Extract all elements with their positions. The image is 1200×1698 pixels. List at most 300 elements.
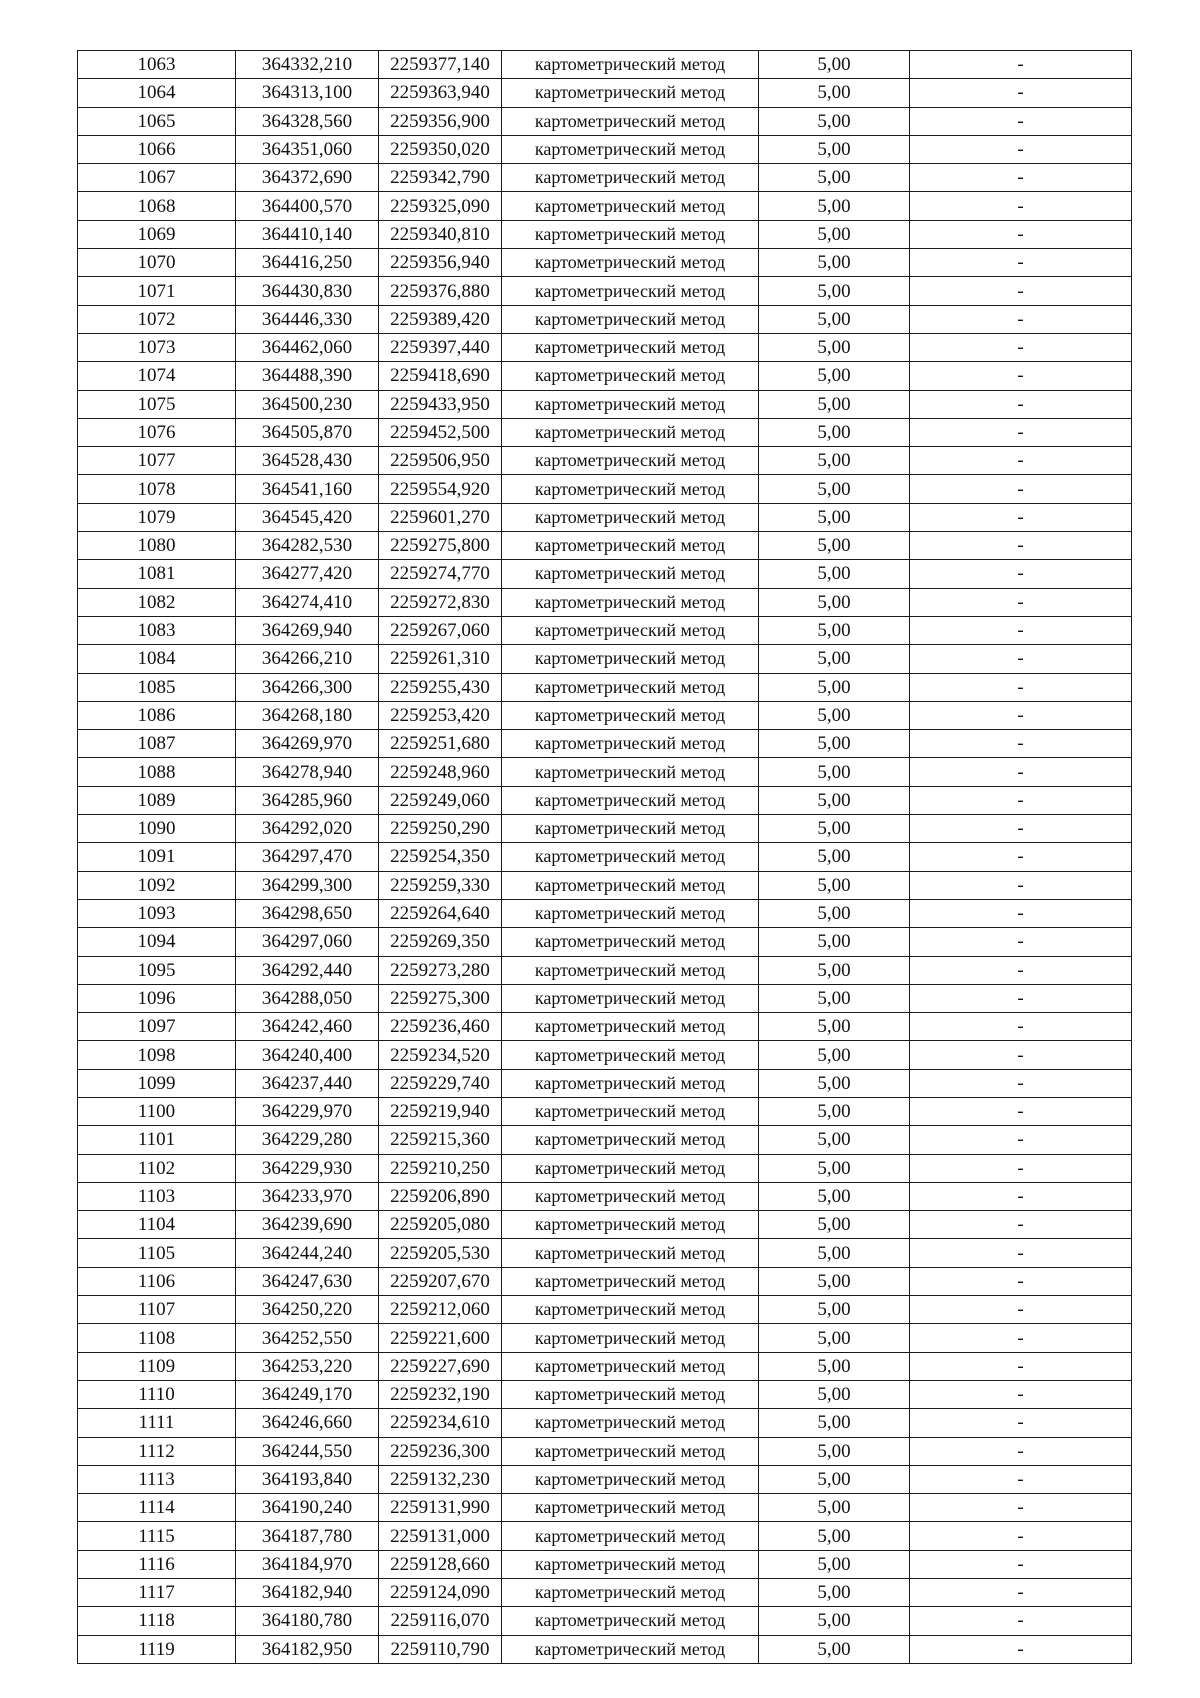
description-cell: - — [910, 1041, 1132, 1069]
description-cell: - — [910, 475, 1132, 503]
accuracy-cell: 5,00 — [759, 79, 910, 107]
point-number-cell: 1104 — [78, 1211, 236, 1239]
table-row — [78, 79, 1132, 107]
point-number-cell: 1112 — [78, 1437, 236, 1465]
method-cell: картометрический метод — [502, 1494, 759, 1522]
point-number-cell: 1098 — [78, 1041, 236, 1069]
y-coordinate-cell: 2259254,350 — [379, 843, 502, 871]
description-cell: - — [910, 786, 1132, 814]
x-coordinate-cell: 364184,970 — [236, 1550, 379, 1578]
method-cell: картометрический метод — [502, 503, 759, 531]
point-number-cell: 1088 — [78, 758, 236, 786]
table-row — [78, 1607, 1132, 1635]
point-number-cell: 1109 — [78, 1352, 236, 1380]
y-coordinate-cell: 2259275,800 — [379, 532, 502, 560]
y-coordinate-cell: 2259397,440 — [379, 333, 502, 361]
y-coordinate-cell: 2259253,420 — [379, 701, 502, 729]
table-row — [78, 1494, 1132, 1522]
accuracy-cell: 5,00 — [759, 51, 910, 79]
table-row — [78, 164, 1132, 192]
y-coordinate-cell: 2259251,680 — [379, 730, 502, 758]
description-cell: - — [910, 1097, 1132, 1125]
table-row — [78, 418, 1132, 446]
method-cell: картометрический метод — [502, 1267, 759, 1295]
table-row — [78, 1437, 1132, 1465]
y-coordinate-cell: 2259248,960 — [379, 758, 502, 786]
description-cell: - — [910, 1126, 1132, 1154]
point-number-cell: 1072 — [78, 305, 236, 333]
x-coordinate-cell: 364292,440 — [236, 956, 379, 984]
method-cell: картометрический метод — [502, 871, 759, 899]
description-cell: - — [910, 815, 1132, 843]
table-row — [78, 362, 1132, 390]
description-cell: - — [910, 984, 1132, 1012]
y-coordinate-cell: 2259227,690 — [379, 1352, 502, 1380]
table-row — [78, 815, 1132, 843]
point-number-cell: 1076 — [78, 418, 236, 446]
accuracy-cell: 5,00 — [759, 758, 910, 786]
method-cell: картометрический метод — [502, 1126, 759, 1154]
y-coordinate-cell: 2259554,920 — [379, 475, 502, 503]
x-coordinate-cell: 364277,420 — [236, 560, 379, 588]
description-cell: - — [910, 135, 1132, 163]
y-coordinate-cell: 2259250,290 — [379, 815, 502, 843]
x-coordinate-cell: 364242,460 — [236, 1013, 379, 1041]
description-cell: - — [910, 1437, 1132, 1465]
y-coordinate-cell: 2259264,640 — [379, 899, 502, 927]
point-number-cell: 1083 — [78, 616, 236, 644]
accuracy-cell: 5,00 — [759, 1324, 910, 1352]
table-row — [78, 1041, 1132, 1069]
accuracy-cell: 5,00 — [759, 164, 910, 192]
y-coordinate-cell: 2259206,890 — [379, 1182, 502, 1210]
method-cell: картометрический метод — [502, 532, 759, 560]
y-coordinate-cell: 2259259,330 — [379, 871, 502, 899]
y-coordinate-cell: 2259255,430 — [379, 673, 502, 701]
method-cell: картометрический метод — [502, 220, 759, 248]
method-cell: картометрический метод — [502, 192, 759, 220]
point-number-cell: 1118 — [78, 1607, 236, 1635]
method-cell: картометрический метод — [502, 1324, 759, 1352]
table-row — [78, 928, 1132, 956]
point-number-cell: 1113 — [78, 1465, 236, 1493]
accuracy-cell: 5,00 — [759, 560, 910, 588]
description-cell: - — [910, 956, 1132, 984]
accuracy-cell: 5,00 — [759, 616, 910, 644]
accuracy-cell: 5,00 — [759, 1182, 910, 1210]
x-coordinate-cell: 364545,420 — [236, 503, 379, 531]
accuracy-cell: 5,00 — [759, 1069, 910, 1097]
description-cell: - — [910, 107, 1132, 135]
y-coordinate-cell: 2259221,600 — [379, 1324, 502, 1352]
method-cell: картометрический метод — [502, 305, 759, 333]
method-cell: картометрический метод — [502, 1154, 759, 1182]
method-cell: картометрический метод — [502, 673, 759, 701]
method-cell: картометрический метод — [502, 1069, 759, 1097]
point-number-cell: 1117 — [78, 1579, 236, 1607]
accuracy-cell: 5,00 — [759, 362, 910, 390]
description-cell: - — [910, 588, 1132, 616]
accuracy-cell: 5,00 — [759, 249, 910, 277]
x-coordinate-cell: 364237,440 — [236, 1069, 379, 1097]
point-number-cell: 1097 — [78, 1013, 236, 1041]
description-cell: - — [910, 560, 1132, 588]
accuracy-cell: 5,00 — [759, 390, 910, 418]
description-cell: - — [910, 1409, 1132, 1437]
table-row — [78, 645, 1132, 673]
table-row — [78, 560, 1132, 588]
point-number-cell: 1063 — [78, 51, 236, 79]
method-cell: картометрический метод — [502, 843, 759, 871]
table-row — [78, 475, 1132, 503]
table-row — [78, 1239, 1132, 1267]
point-number-cell: 1084 — [78, 645, 236, 673]
method-cell: картометрический метод — [502, 899, 759, 927]
y-coordinate-cell: 2259229,740 — [379, 1069, 502, 1097]
point-number-cell: 1082 — [78, 588, 236, 616]
method-cell: картометрический метод — [502, 390, 759, 418]
x-coordinate-cell: 364244,550 — [236, 1437, 379, 1465]
method-cell: картометрический метод — [502, 1550, 759, 1578]
y-coordinate-cell: 2259232,190 — [379, 1380, 502, 1408]
accuracy-cell: 5,00 — [759, 1607, 910, 1635]
x-coordinate-cell: 364351,060 — [236, 135, 379, 163]
point-number-cell: 1111 — [78, 1409, 236, 1437]
description-cell: - — [910, 1069, 1132, 1097]
point-number-cell: 1069 — [78, 220, 236, 248]
description-cell: - — [910, 1550, 1132, 1578]
coordinates-table — [77, 50, 1132, 1664]
accuracy-cell: 5,00 — [759, 899, 910, 927]
x-coordinate-cell: 364500,230 — [236, 390, 379, 418]
accuracy-cell: 5,00 — [759, 1409, 910, 1437]
accuracy-cell: 5,00 — [759, 1635, 910, 1663]
accuracy-cell: 5,00 — [759, 1296, 910, 1324]
y-coordinate-cell: 2259236,460 — [379, 1013, 502, 1041]
y-coordinate-cell: 2259234,520 — [379, 1041, 502, 1069]
description-cell: - — [910, 616, 1132, 644]
point-number-cell: 1070 — [78, 249, 236, 277]
point-number-cell: 1077 — [78, 447, 236, 475]
x-coordinate-cell: 364233,970 — [236, 1182, 379, 1210]
table-row — [78, 984, 1132, 1012]
point-number-cell: 1066 — [78, 135, 236, 163]
accuracy-cell: 5,00 — [759, 447, 910, 475]
description-cell: - — [910, 1352, 1132, 1380]
method-cell: картометрический метод — [502, 447, 759, 475]
y-coordinate-cell: 2259601,270 — [379, 503, 502, 531]
point-number-cell: 1075 — [78, 390, 236, 418]
accuracy-cell: 5,00 — [759, 956, 910, 984]
method-cell: картометрический метод — [502, 1182, 759, 1210]
method-cell: картометрический метод — [502, 51, 759, 79]
point-number-cell: 1073 — [78, 333, 236, 361]
point-number-cell: 1064 — [78, 79, 236, 107]
description-cell: - — [910, 1239, 1132, 1267]
x-coordinate-cell: 364372,690 — [236, 164, 379, 192]
x-coordinate-cell: 364182,940 — [236, 1579, 379, 1607]
x-coordinate-cell: 364239,690 — [236, 1211, 379, 1239]
accuracy-cell: 5,00 — [759, 135, 910, 163]
method-cell: картометрический метод — [502, 1380, 759, 1408]
description-cell: - — [910, 362, 1132, 390]
x-coordinate-cell: 364269,940 — [236, 616, 379, 644]
accuracy-cell: 5,00 — [759, 1239, 910, 1267]
accuracy-cell: 5,00 — [759, 277, 910, 305]
x-coordinate-cell: 364282,530 — [236, 532, 379, 560]
description-cell: - — [910, 277, 1132, 305]
description-cell: - — [910, 1296, 1132, 1324]
method-cell: картометрический метод — [502, 984, 759, 1012]
accuracy-cell: 5,00 — [759, 192, 910, 220]
method-cell: картометрический метод — [502, 645, 759, 673]
accuracy-cell: 5,00 — [759, 532, 910, 560]
description-cell: - — [910, 164, 1132, 192]
table-row — [78, 333, 1132, 361]
point-number-cell: 1108 — [78, 1324, 236, 1352]
y-coordinate-cell: 2259376,880 — [379, 277, 502, 305]
table-row — [78, 1465, 1132, 1493]
method-cell: картометрический метод — [502, 1013, 759, 1041]
description-cell: - — [910, 249, 1132, 277]
x-coordinate-cell: 364253,220 — [236, 1352, 379, 1380]
x-coordinate-cell: 364528,430 — [236, 447, 379, 475]
x-coordinate-cell: 364246,660 — [236, 1409, 379, 1437]
table-row — [78, 1522, 1132, 1550]
x-coordinate-cell: 364266,300 — [236, 673, 379, 701]
accuracy-cell: 5,00 — [759, 843, 910, 871]
method-cell: картометрический метод — [502, 616, 759, 644]
y-coordinate-cell: 2259132,230 — [379, 1465, 502, 1493]
accuracy-cell: 5,00 — [759, 928, 910, 956]
description-cell: - — [910, 1013, 1132, 1041]
x-coordinate-cell: 364180,780 — [236, 1607, 379, 1635]
table-row — [78, 305, 1132, 333]
description-cell: - — [910, 220, 1132, 248]
y-coordinate-cell: 2259215,360 — [379, 1126, 502, 1154]
x-coordinate-cell: 364268,180 — [236, 701, 379, 729]
x-coordinate-cell: 364250,220 — [236, 1296, 379, 1324]
point-number-cell: 1086 — [78, 701, 236, 729]
coordinates-table-body — [78, 51, 1132, 1664]
point-number-cell: 1110 — [78, 1380, 236, 1408]
accuracy-cell: 5,00 — [759, 1522, 910, 1550]
method-cell: картометрический метод — [502, 1607, 759, 1635]
point-number-cell: 1090 — [78, 815, 236, 843]
point-number-cell: 1099 — [78, 1069, 236, 1097]
accuracy-cell: 5,00 — [759, 503, 910, 531]
table-row — [78, 956, 1132, 984]
method-cell: картометрический метод — [502, 730, 759, 758]
description-cell: - — [910, 1154, 1132, 1182]
x-coordinate-cell: 364541,160 — [236, 475, 379, 503]
description-cell: - — [910, 390, 1132, 418]
point-number-cell: 1101 — [78, 1126, 236, 1154]
method-cell: картометрический метод — [502, 758, 759, 786]
table-row — [78, 673, 1132, 701]
description-cell: - — [910, 418, 1132, 446]
description-cell: - — [910, 51, 1132, 79]
x-coordinate-cell: 364193,840 — [236, 1465, 379, 1493]
x-coordinate-cell: 364288,050 — [236, 984, 379, 1012]
y-coordinate-cell: 2259207,670 — [379, 1267, 502, 1295]
x-coordinate-cell: 364247,630 — [236, 1267, 379, 1295]
x-coordinate-cell: 364187,780 — [236, 1522, 379, 1550]
table-row — [78, 390, 1132, 418]
description-cell: - — [910, 79, 1132, 107]
y-coordinate-cell: 2259273,280 — [379, 956, 502, 984]
x-coordinate-cell: 364252,550 — [236, 1324, 379, 1352]
point-number-cell: 1102 — [78, 1154, 236, 1182]
point-number-cell: 1089 — [78, 786, 236, 814]
method-cell: картометрический метод — [502, 475, 759, 503]
x-coordinate-cell: 364488,390 — [236, 362, 379, 390]
accuracy-cell: 5,00 — [759, 786, 910, 814]
description-cell: - — [910, 333, 1132, 361]
accuracy-cell: 5,00 — [759, 1097, 910, 1125]
table-row — [78, 1550, 1132, 1578]
y-coordinate-cell: 2259350,020 — [379, 135, 502, 163]
point-number-cell: 1103 — [78, 1182, 236, 1210]
table-row — [78, 1097, 1132, 1125]
y-coordinate-cell: 2259131,000 — [379, 1522, 502, 1550]
y-coordinate-cell: 2259269,350 — [379, 928, 502, 956]
x-coordinate-cell: 364278,940 — [236, 758, 379, 786]
description-cell: - — [910, 899, 1132, 927]
description-cell: - — [910, 503, 1132, 531]
accuracy-cell: 5,00 — [759, 1267, 910, 1295]
y-coordinate-cell: 2259110,790 — [379, 1635, 502, 1663]
table-row — [78, 1211, 1132, 1239]
method-cell: картометрический метод — [502, 1465, 759, 1493]
point-number-cell: 1071 — [78, 277, 236, 305]
y-coordinate-cell: 2259205,530 — [379, 1239, 502, 1267]
accuracy-cell: 5,00 — [759, 1437, 910, 1465]
x-coordinate-cell: 364430,830 — [236, 277, 379, 305]
accuracy-cell: 5,00 — [759, 333, 910, 361]
table-row — [78, 701, 1132, 729]
table-row — [78, 1069, 1132, 1097]
y-coordinate-cell: 2259261,310 — [379, 645, 502, 673]
x-coordinate-cell: 364249,170 — [236, 1380, 379, 1408]
method-cell: картометрический метод — [502, 1579, 759, 1607]
point-number-cell: 1067 — [78, 164, 236, 192]
point-number-cell: 1105 — [78, 1239, 236, 1267]
point-number-cell: 1093 — [78, 899, 236, 927]
method-cell: картометрический метод — [502, 277, 759, 305]
y-coordinate-cell: 2259342,790 — [379, 164, 502, 192]
y-coordinate-cell: 2259234,610 — [379, 1409, 502, 1437]
point-number-cell: 1065 — [78, 107, 236, 135]
x-coordinate-cell: 364297,060 — [236, 928, 379, 956]
accuracy-cell: 5,00 — [759, 984, 910, 1012]
accuracy-cell: 5,00 — [759, 1465, 910, 1493]
method-cell: картометрический метод — [502, 1041, 759, 1069]
description-cell: - — [910, 701, 1132, 729]
point-number-cell: 1100 — [78, 1097, 236, 1125]
table-row — [78, 447, 1132, 475]
accuracy-cell: 5,00 — [759, 1126, 910, 1154]
y-coordinate-cell: 2259506,950 — [379, 447, 502, 475]
accuracy-cell: 5,00 — [759, 871, 910, 899]
y-coordinate-cell: 2259236,300 — [379, 1437, 502, 1465]
x-coordinate-cell: 364328,560 — [236, 107, 379, 135]
description-cell: - — [910, 1494, 1132, 1522]
method-cell: картометрический метод — [502, 956, 759, 984]
method-cell: картометрический метод — [502, 1409, 759, 1437]
y-coordinate-cell: 2259356,940 — [379, 249, 502, 277]
table-row — [78, 135, 1132, 163]
description-cell: - — [910, 758, 1132, 786]
point-number-cell: 1107 — [78, 1296, 236, 1324]
method-cell: картометрический метод — [502, 560, 759, 588]
accuracy-cell: 5,00 — [759, 475, 910, 503]
y-coordinate-cell: 2259340,810 — [379, 220, 502, 248]
table-row — [78, 1635, 1132, 1663]
point-number-cell: 1091 — [78, 843, 236, 871]
point-number-cell: 1096 — [78, 984, 236, 1012]
x-coordinate-cell: 364332,210 — [236, 51, 379, 79]
accuracy-cell: 5,00 — [759, 1550, 910, 1578]
x-coordinate-cell: 364244,240 — [236, 1239, 379, 1267]
x-coordinate-cell: 364313,100 — [236, 79, 379, 107]
table-row — [78, 730, 1132, 758]
table-row — [78, 1182, 1132, 1210]
description-cell: - — [910, 1522, 1132, 1550]
x-coordinate-cell: 364182,950 — [236, 1635, 379, 1663]
description-cell: - — [910, 1182, 1132, 1210]
description-cell: - — [910, 730, 1132, 758]
method-cell: картометрический метод — [502, 1522, 759, 1550]
y-coordinate-cell: 2259124,090 — [379, 1579, 502, 1607]
y-coordinate-cell: 2259212,060 — [379, 1296, 502, 1324]
x-coordinate-cell: 364292,020 — [236, 815, 379, 843]
table-row — [78, 1013, 1132, 1041]
description-cell: - — [910, 1465, 1132, 1493]
method-cell: картометрический метод — [502, 362, 759, 390]
point-number-cell: 1115 — [78, 1522, 236, 1550]
description-cell: - — [910, 1635, 1132, 1663]
description-cell: - — [910, 1607, 1132, 1635]
y-coordinate-cell: 2259452,500 — [379, 418, 502, 446]
y-coordinate-cell: 2259116,070 — [379, 1607, 502, 1635]
table-row — [78, 1267, 1132, 1295]
y-coordinate-cell: 2259418,690 — [379, 362, 502, 390]
accuracy-cell: 5,00 — [759, 107, 910, 135]
description-cell: - — [910, 1579, 1132, 1607]
table-row — [78, 786, 1132, 814]
table-row — [78, 588, 1132, 616]
table-row — [78, 758, 1132, 786]
y-coordinate-cell: 2259356,900 — [379, 107, 502, 135]
table-row — [78, 1579, 1132, 1607]
y-coordinate-cell: 2259210,250 — [379, 1154, 502, 1182]
description-cell: - — [910, 305, 1132, 333]
x-coordinate-cell: 364285,960 — [236, 786, 379, 814]
method-cell: картометрический метод — [502, 164, 759, 192]
table-row — [78, 107, 1132, 135]
y-coordinate-cell: 2259389,420 — [379, 305, 502, 333]
point-number-cell: 1079 — [78, 503, 236, 531]
x-coordinate-cell: 364299,300 — [236, 871, 379, 899]
description-cell: - — [910, 1380, 1132, 1408]
x-coordinate-cell: 364410,140 — [236, 220, 379, 248]
accuracy-cell: 5,00 — [759, 1380, 910, 1408]
y-coordinate-cell: 2259325,090 — [379, 192, 502, 220]
table-row — [78, 51, 1132, 79]
method-cell: картометрический метод — [502, 135, 759, 163]
method-cell: картометрический метод — [502, 928, 759, 956]
